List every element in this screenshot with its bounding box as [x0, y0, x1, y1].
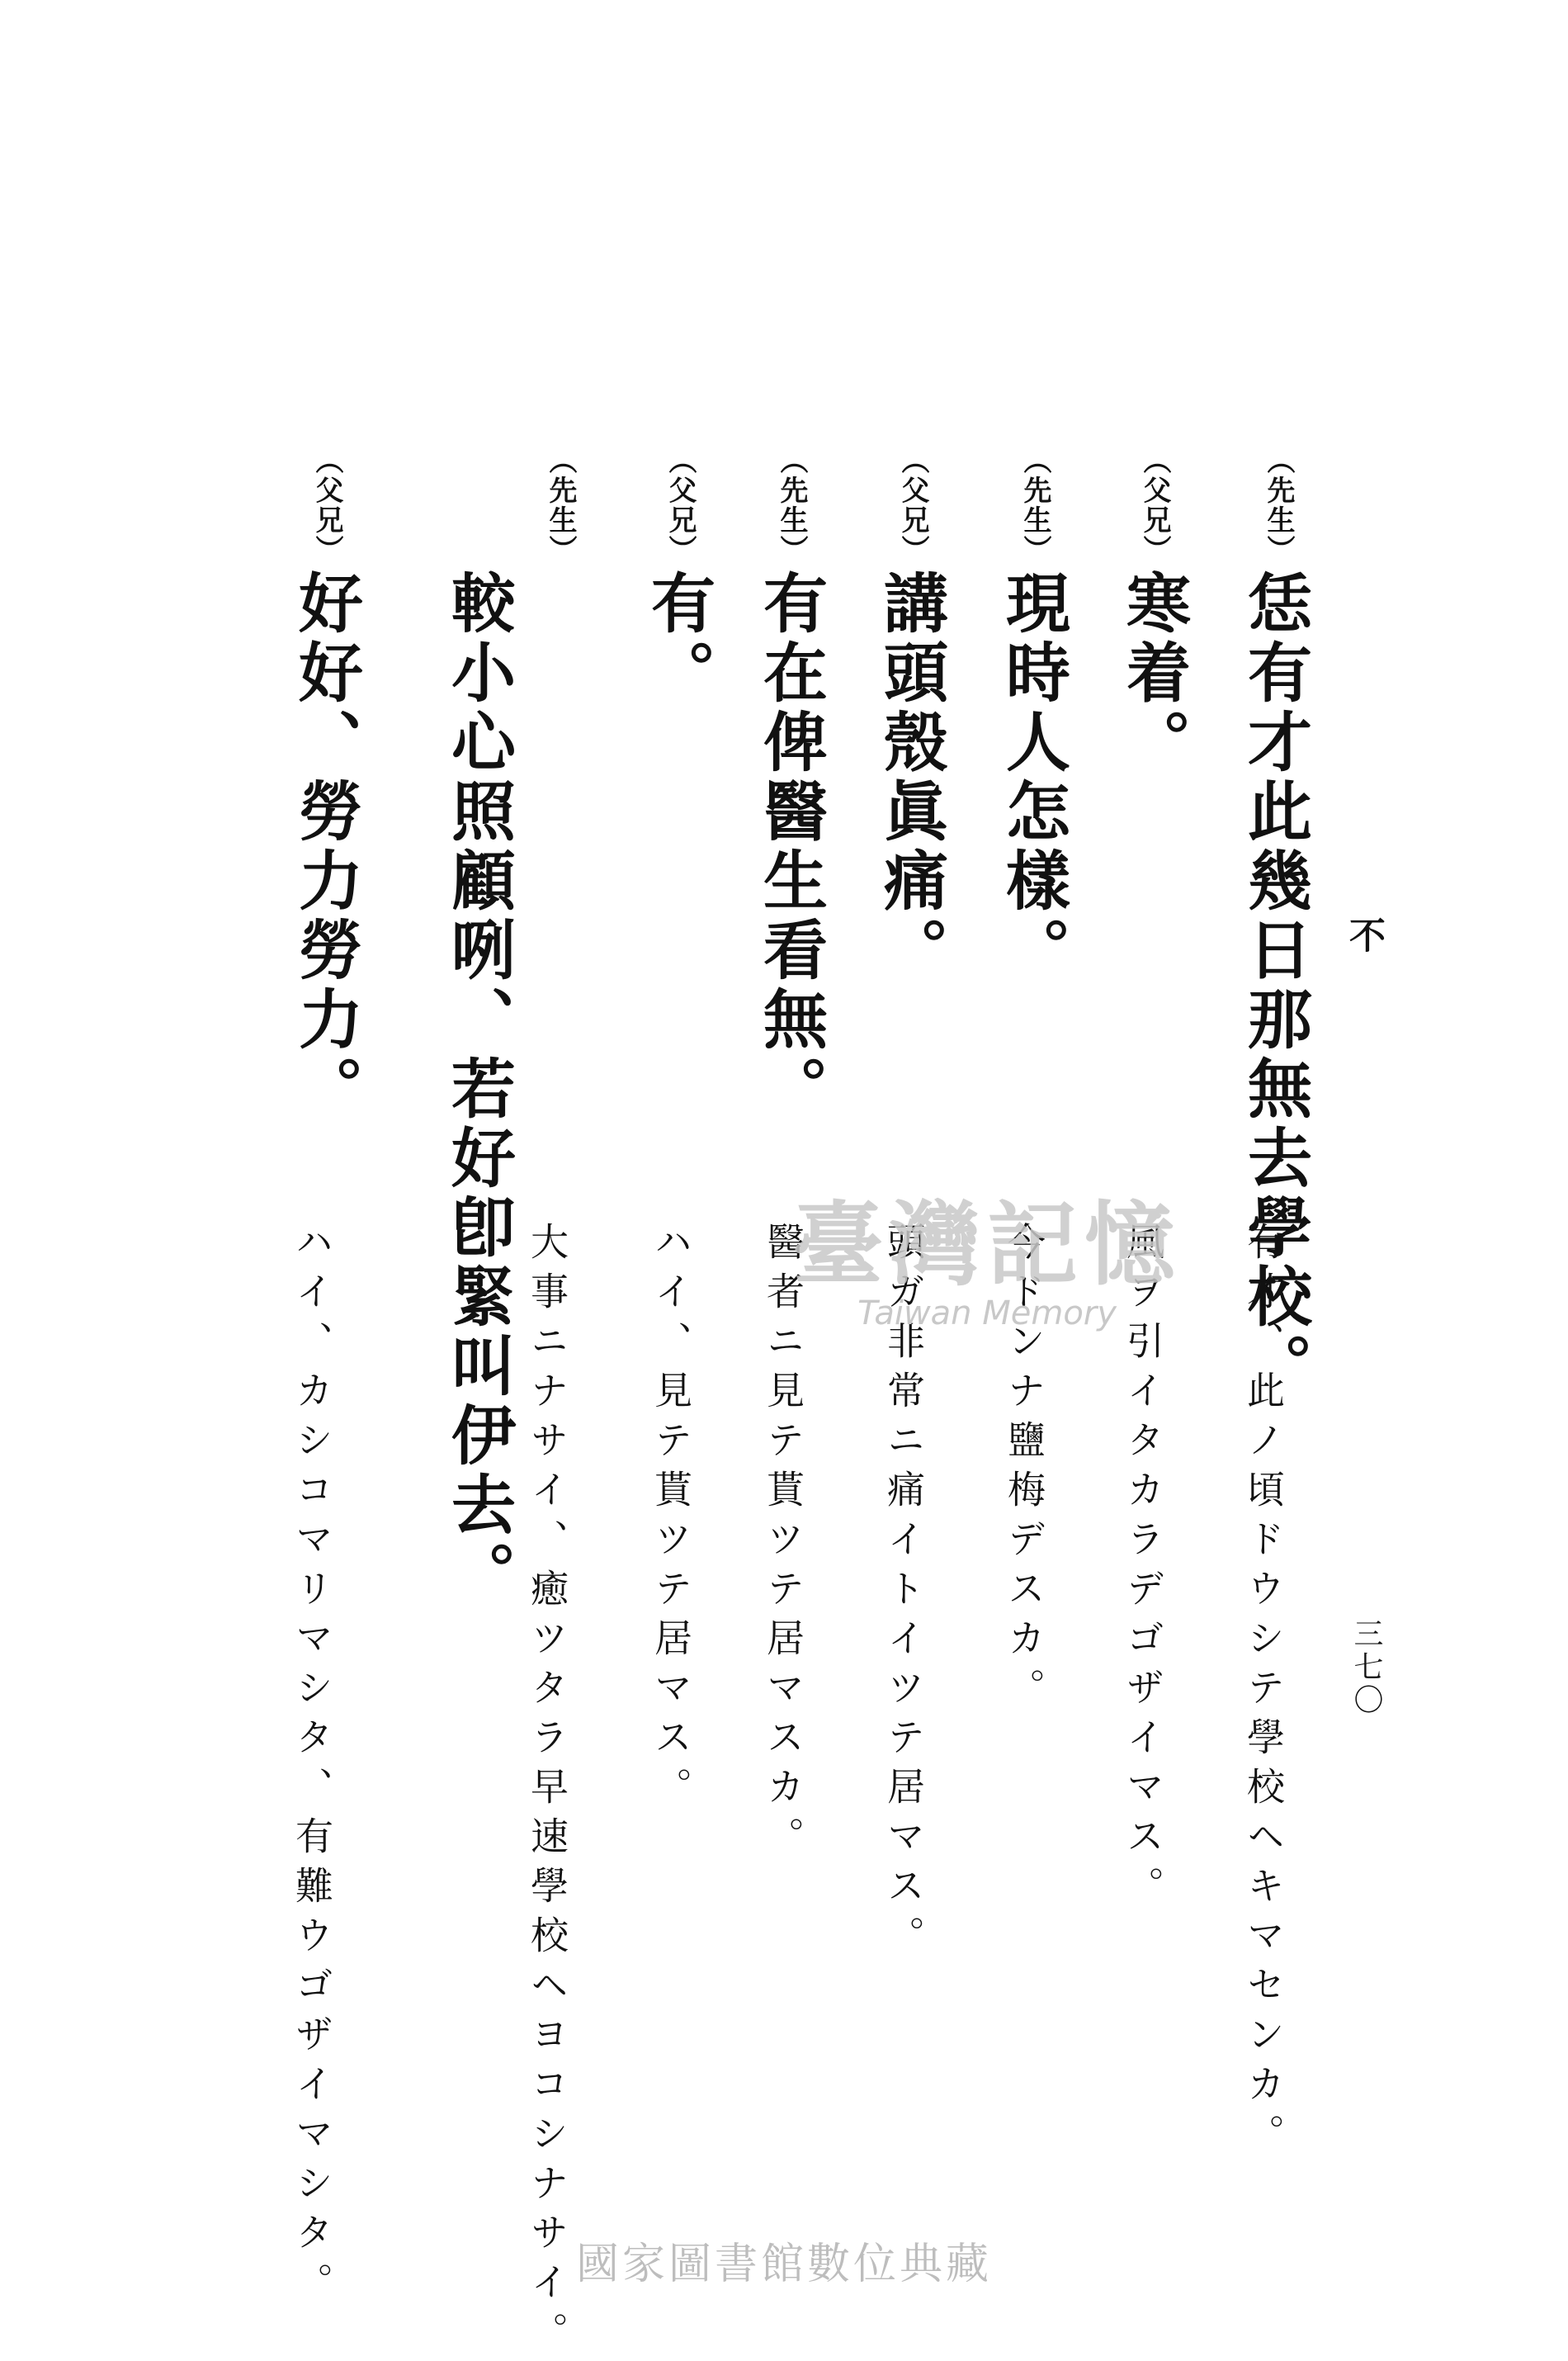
- speaker-label: （父兄）: [896, 446, 929, 565]
- speaker-label: （先生）: [1262, 446, 1295, 565]
- speaker-label: （父兄）: [310, 446, 343, 565]
- speaker-label: （父兄）: [1138, 446, 1171, 565]
- translation-line: ハイ、カシコマリマシタ、有難ウゴザイマシタ。: [290, 1222, 334, 2311]
- translation-line: 頭ガ非常ニ痛イトイツテ居マス。: [881, 1222, 926, 1965]
- translation-line: 大事ニナサイ、癒ツタラ早速學校ヘヨコシナサイ。: [525, 1222, 569, 2361]
- translation-line: 今ドンナ鹽梅デスカ。: [1002, 1222, 1046, 1717]
- dialogue-line: 講頭殼眞痛。: [873, 570, 948, 986]
- dialogue-line: 有。: [640, 570, 716, 708]
- speaker-label: （先生）: [1018, 446, 1051, 565]
- watermark-subtitle: Taiwan Memory: [857, 1294, 1117, 1332]
- watermark-title: 臺灣記憶: [792, 1191, 1182, 1298]
- speaker-label: （先生）: [544, 446, 577, 565]
- speaker-label: （父兄）: [664, 446, 697, 565]
- translation-line: 風ヲ引イタカラデゴザイマス。: [1121, 1222, 1165, 1915]
- dialogue-line: 寒着。: [1116, 570, 1191, 778]
- footer-credit: 國家圖書館數位典藏: [575, 2240, 992, 2289]
- dialogue-line: 現時人怎樣。: [995, 570, 1070, 986]
- page-number: 三七〇: [1349, 1618, 1383, 1717]
- translation-line: ハイ、見テ貰ツテ居マス。: [649, 1222, 693, 1816]
- speaker-label: （先生）: [775, 446, 808, 565]
- watermark: [792, 1172, 1182, 1332]
- dialogue-line: 有在俾醫生看無。: [753, 570, 828, 1124]
- dialogue-line: 較小心照顧咧、若好卽緊叫伊去。: [441, 570, 516, 1610]
- translation-line: 醫者ニ見テ貰ツテ居マスカ。: [761, 1222, 805, 1866]
- dialogue-line: 恁有才此幾日那無去學校。: [1237, 570, 1312, 1402]
- dialogue-line: 好好、勞力勞力。: [288, 570, 363, 1124]
- translation-line: 有才、此ノ頃ドウシテ學校ヘキマセンカ。: [1241, 1222, 1286, 2163]
- annotation-mark: 不: [1343, 916, 1385, 953]
